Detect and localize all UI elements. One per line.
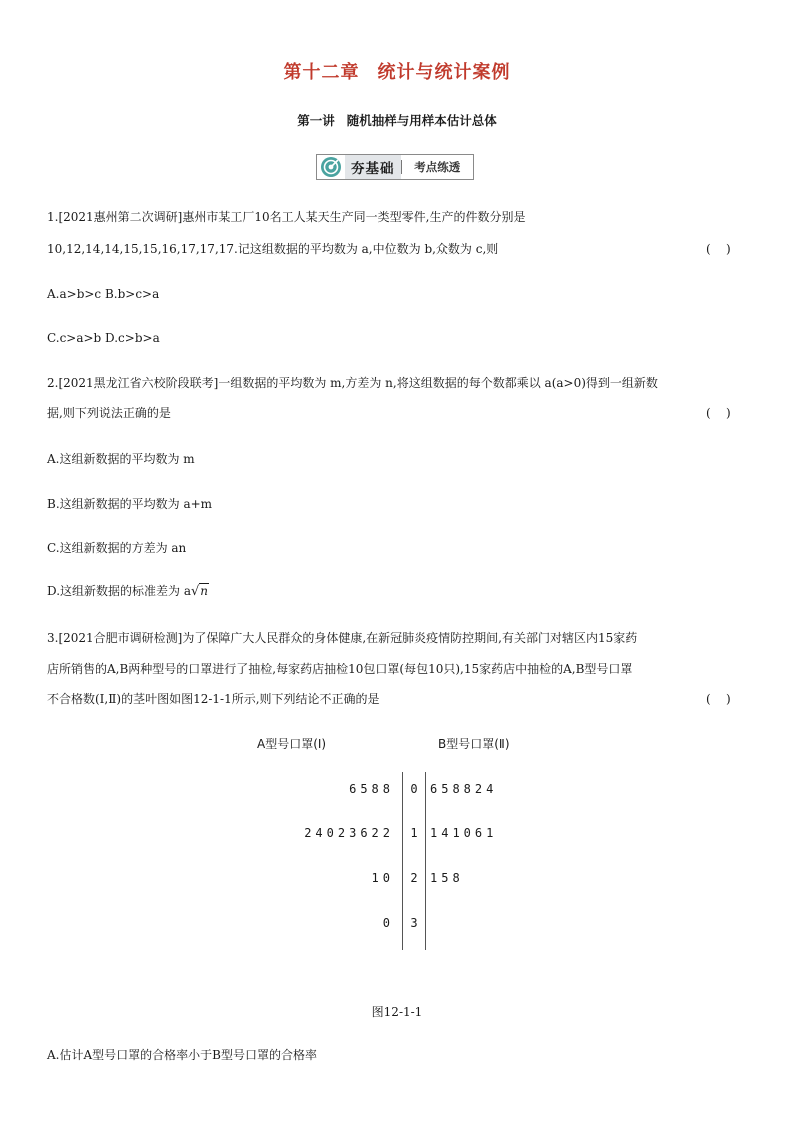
q1-answer-blank: ( ) <box>706 242 731 256</box>
sqrt-symbol: √ <box>190 584 200 599</box>
left-series-header: A型号口罩(Ⅰ) <box>257 737 327 751</box>
left-leaves-row: 24023622 <box>304 826 394 840</box>
q2-answer-blank: ( ) <box>706 406 731 420</box>
stem-value: 3 <box>410 916 418 930</box>
q1-options-cd: C.c>a>b D.c>b>a <box>47 331 160 345</box>
stem-divider-left <box>402 772 403 950</box>
q3-option-a: A.估计A型号口罩的合格率小于B型号口罩的合格率 <box>47 1048 317 1062</box>
q2-option-a: A.这组新数据的平均数为 m <box>47 452 195 466</box>
section-number: 第一讲 <box>297 113 335 128</box>
right-leaves-row: 141061 <box>430 826 498 840</box>
q2-stem-line1: 2.[2021黑龙江省六校阶段联考]一组数据的平均数为 m,方差为 n,将这组数据的每个数都乘以 a(a>0)得到一组新数 <box>47 376 658 390</box>
chapter-title <box>0 58 794 84</box>
stem-divider-right <box>425 772 426 950</box>
q2-option-c: C.这组新数据的方差为 an <box>47 541 187 555</box>
badge-sub-label: 考点练透 <box>414 160 461 174</box>
right-leaves-row: 658824 <box>430 782 498 796</box>
q2-option-b: B.这组新数据的平均数为 a+m <box>47 497 213 511</box>
target-icon <box>317 155 345 179</box>
q1-stem-line1: 1.[2021惠州第二次调研]惠州市某工厂10名工人某天生产同一类型零件,生产的件数分别是 <box>47 210 526 224</box>
q3-answer-blank: ( ) <box>706 692 731 706</box>
q1-stem-line2: 10,12,14,14,15,15,16,17,17,17.记这组数据的平均数为 a,中位数为 b,众数为 c,则 <box>47 242 499 256</box>
left-leaves-row: 10 <box>371 871 394 885</box>
q3-stem-line2: 店所销售的A,B两种型号的口罩进行了抽检,每家药店抽检10包口罩(每包10只),15家药店中抽检的A,B型号口罩 <box>47 662 633 676</box>
q2-option-d-text: D.这组新数据的标准差为 a <box>47 584 191 598</box>
right-leaves-row: 158 <box>430 871 464 885</box>
left-leaves-row: 0 <box>382 916 394 930</box>
figure-caption: 图12-1-1 <box>371 1005 423 1019</box>
q2-option-d-radicand: n <box>200 584 209 598</box>
stem-value: 2 <box>410 871 418 885</box>
chapter-number: 第十二章 <box>283 62 360 83</box>
q2-stem-line2: 据,则下列说法正确的是 <box>47 406 171 420</box>
right-series-header: B型号口罩(Ⅱ) <box>438 737 510 751</box>
section-title <box>0 111 794 129</box>
left-leaves-row: 6588 <box>349 782 394 796</box>
q2-option-d <box>47 584 209 599</box>
q3-stem-line3: 不合格数(Ⅰ,Ⅱ)的茎叶图如图12-1-1所示,则下列结论不正确的是 <box>47 692 380 706</box>
chapter-name: 统计与统计案例 <box>377 62 511 83</box>
badge-main-label: 夯基础 <box>345 155 401 179</box>
q3-stem-line1: 3.[2021合肥市调研检测]为了保障广大人民群众的身体健康,在新冠肺炎疫情防控期间,有关部门对辖区内15家药 <box>47 631 638 645</box>
section-name: 随机抽样与用样本估计总体 <box>346 113 497 128</box>
q1-options-ab: A.a>b>c B.b>c>a <box>47 287 160 301</box>
practice-badge <box>316 154 474 180</box>
stem-value: 1 <box>410 826 418 840</box>
stem-value: 0 <box>410 782 418 796</box>
